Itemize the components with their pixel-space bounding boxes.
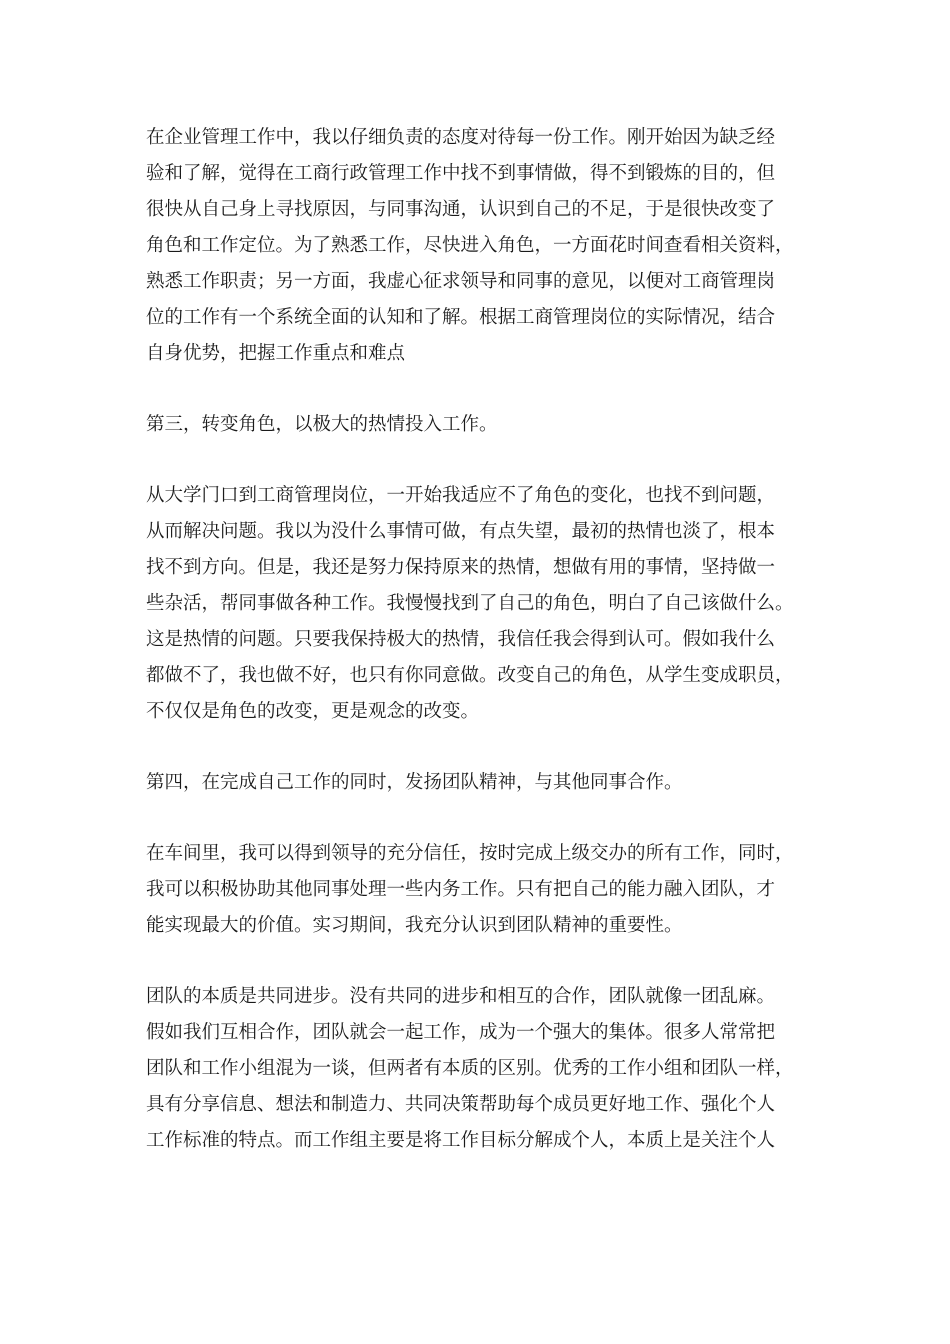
text-line: 验和了解，觉得在工商行政管理工作中找不到事情做，得不到锻炼的目的，但 — [146, 163, 776, 184]
text-line: 团队的本质是共同进步。没有共同的进步和相互的合作，团队就像一团乱麻。 — [146, 986, 776, 1007]
text-line: 自身优势，把握工作重点和难点 — [146, 343, 406, 364]
text-line: 工作标准的特点。而工作组主要是将工作目标分解成个人，本质上是关注个人 — [146, 1130, 776, 1151]
text-line: 我可以积极协助其他同事处理一些内务工作。只有把自己的能力融入团队，才 — [146, 879, 776, 900]
text-line: 角色和工作定位。为了熟悉工作，尽快进入角色，一方面花时间查看相关资料， — [146, 235, 794, 256]
text-line: 不仅仅是角色的改变，更是观念的改变。 — [146, 701, 480, 722]
text-line: 位的工作有一个系统全面的认知和了解。根据工商管理岗位的实际情况，结合 — [146, 307, 776, 328]
text-line: 假如我们互相合作，团队就会一起工作，成为一个强大的集体。很多人常常把 — [146, 1022, 776, 1043]
text-line: 熟悉工作职责；另一方面，我虚心征求领导和同事的意见，以便对工商管理岗 — [146, 271, 776, 292]
document-body — [146, 120, 816, 1159]
text-line: 都做不了，我也做不好，也只有你同意做。改变自己的角色，从学生变成职员， — [146, 665, 794, 686]
paragraph-1 — [146, 120, 816, 372]
paragraph-2 — [146, 478, 816, 730]
text-line: 从而解决问题。我以为没什么事情可做，有点失望，最初的热情也淡了，根本 — [146, 521, 776, 542]
text-line: 具有分享信息、想法和制造力、共同决策帮助每个成员更好地工作、强化个人 — [146, 1094, 776, 1115]
paragraph-4 — [146, 979, 816, 1159]
text-line: 这是热情的问题。只要我保持极大的热情，我信任我会得到认可。假如我什么 — [146, 629, 776, 650]
section-heading-third — [146, 407, 816, 443]
text-line: 在车间里，我可以得到领导的充分信任，按时完成上级交办的所有工作，同时， — [146, 843, 794, 864]
text-line: 从大学门口到工商管理岗位，一开始我适应不了角色的变化，也找不到问题， — [146, 485, 776, 506]
paragraph-3 — [146, 836, 816, 944]
text-line: 找不到方向。但是，我还是努力保持原来的热情，想做有用的事情，坚持做一 — [146, 557, 776, 578]
text-line: 些杂活，帮同事做各种工作。我慢慢找到了自己的角色，明白了自己该做什么。 — [146, 593, 794, 614]
text-line: 能实现最大的价值。实习期间，我充分认识到团队精神的重要性。 — [146, 915, 683, 936]
heading-line: 第三，转变角色，以极大的热情投入工作。 — [146, 414, 498, 435]
section-heading-fourth — [146, 765, 816, 801]
text-line: 很快从自己身上寻找原因，与同事沟通，认识到自己的不足，于是很快改变了 — [146, 199, 776, 220]
text-line: 在企业管理工作中，我以仔细负责的态度对待每一份工作。刚开始因为缺乏经 — [146, 127, 776, 148]
text-line: 团队和工作小组混为一谈，但两者有本质的区别。优秀的工作小组和团队一样， — [146, 1058, 794, 1079]
heading-line: 第四，在完成自己工作的同时，发扬团队精神，与其他同事合作。 — [146, 772, 683, 793]
